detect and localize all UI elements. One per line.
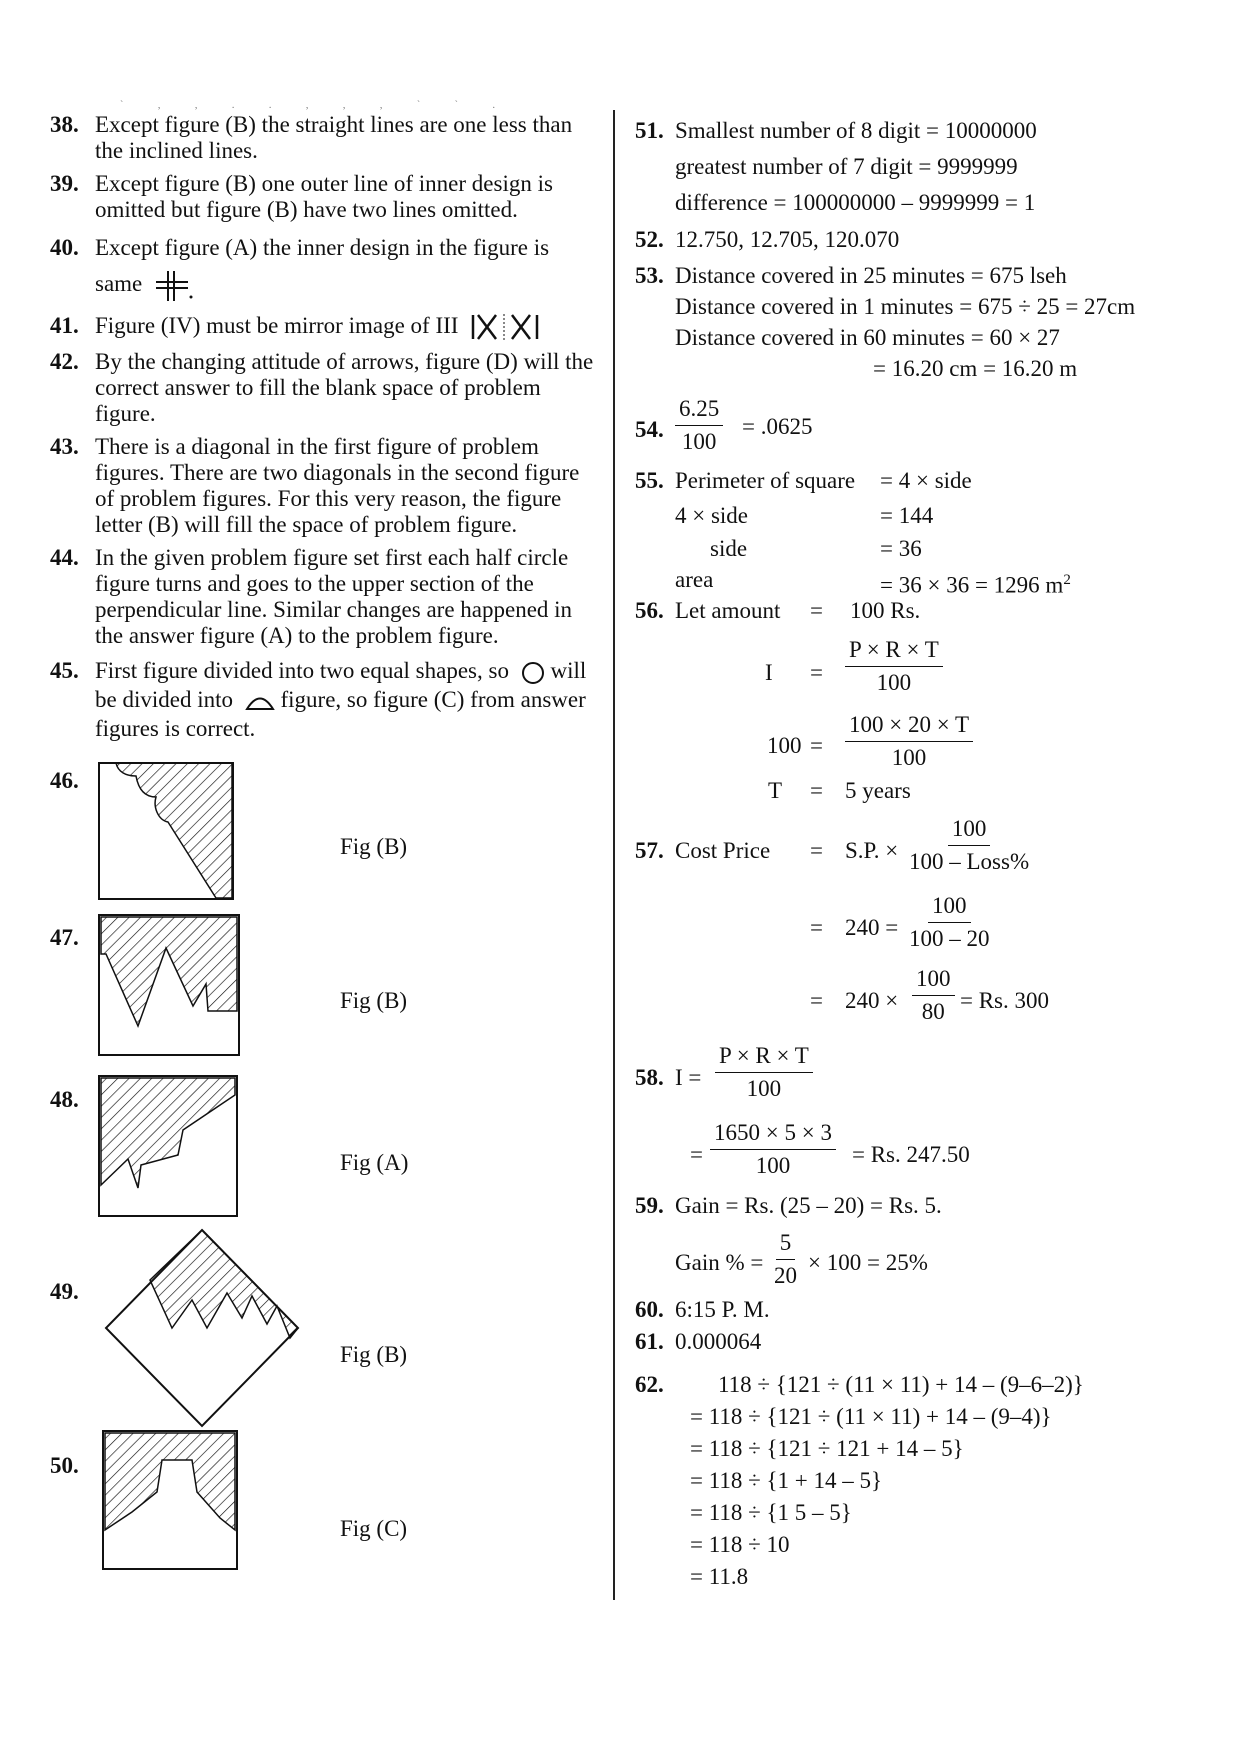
answer-55-label: side bbox=[710, 536, 748, 561]
answer-44 bbox=[50, 545, 595, 649]
item-text-part: Except figure (A) the inner design in the figure is same bbox=[95, 235, 550, 296]
answer-58-fraction bbox=[715, 1043, 813, 1102]
answer-58-fraction bbox=[710, 1120, 836, 1179]
item-number: 61. bbox=[635, 1329, 664, 1354]
answer-48 bbox=[50, 1087, 100, 1113]
answer-55-value: = 4 × side bbox=[880, 468, 972, 493]
numerator: P × R × T bbox=[845, 637, 943, 667]
answer-56-label: 100 bbox=[767, 733, 802, 758]
answer-62-line: = 118 ÷ {1 + 14 – 5} bbox=[690, 1468, 883, 1493]
answer-57-result: = Rs. 300 bbox=[960, 988, 1050, 1013]
item-text: Except figure (B) the straight lines are one less than the inclined lines. bbox=[95, 112, 573, 163]
item-number: 53. bbox=[635, 263, 664, 288]
answer-57-label: 240 × bbox=[845, 988, 899, 1013]
numerator: 100 bbox=[948, 816, 991, 846]
item-number: 59. bbox=[635, 1193, 664, 1218]
answer-54-fraction bbox=[675, 396, 723, 455]
answer-56-value: 100 Rs. bbox=[850, 598, 921, 623]
answer-46 bbox=[50, 768, 100, 794]
item-number: 45. bbox=[50, 658, 79, 684]
item-number: 48. bbox=[50, 1087, 79, 1112]
answer-61: 0.000064 bbox=[675, 1329, 762, 1354]
answer-56-label: T bbox=[768, 778, 783, 803]
item-number: 40. bbox=[50, 235, 79, 260]
item-number: 47. bbox=[50, 925, 79, 950]
answer-53-line: Distance covered in 60 minutes = 60 × 27 bbox=[675, 325, 1060, 350]
figure-label: Fig (C) bbox=[340, 1516, 408, 1541]
equals-sign: = bbox=[810, 660, 823, 685]
figure-49 bbox=[102, 1228, 302, 1430]
answer-60: 6:15 P. M. bbox=[675, 1297, 770, 1322]
item-number: 55. bbox=[635, 468, 664, 493]
item-number: 57. bbox=[635, 838, 664, 863]
numerator: 100 bbox=[928, 893, 971, 923]
answer-57-label: Cost Price bbox=[675, 838, 771, 863]
equals-sign: = bbox=[810, 733, 823, 758]
answer-62-line: 118 ÷ {121 ÷ (11 × 11) + 14 – (9–6–2)} bbox=[718, 1372, 1084, 1397]
answer-55-value: = 36 bbox=[880, 536, 922, 561]
item-text-part: First figure divided into two equal shapes, so bbox=[95, 658, 509, 684]
answer-56-fraction bbox=[845, 637, 943, 696]
answer-51-line: greatest number of 7 digit = 9999999 bbox=[675, 154, 1018, 179]
answer-58-result: = Rs. 247.50 bbox=[852, 1142, 970, 1167]
denominator: 20 bbox=[774, 1263, 797, 1288]
answer-55-label: 4 × side bbox=[675, 503, 749, 528]
answer-57-fraction bbox=[905, 893, 994, 952]
item-number: 54. bbox=[635, 417, 664, 442]
figure-label: Fig (A) bbox=[340, 1150, 409, 1175]
equals-sign: = bbox=[810, 598, 823, 623]
area-value: = 36 × 36 = 1296 m bbox=[880, 572, 1064, 598]
denominator: 100 – Loss% bbox=[909, 849, 1030, 874]
numerator: 6.25 bbox=[675, 396, 723, 426]
answer-53-line: Distance covered in 1 minutes = 675 ÷ 25 = 27cm bbox=[675, 294, 1136, 319]
answer-56-label: I bbox=[765, 660, 773, 685]
answer-59-label: Gain % = bbox=[675, 1250, 764, 1275]
item-number: 49. bbox=[50, 1279, 79, 1304]
answer-62-line: = 118 ÷ 10 bbox=[690, 1532, 790, 1557]
mirror-figure-icon bbox=[470, 312, 544, 342]
denominator: 100 bbox=[755, 1153, 791, 1178]
answer-57-label: S.P. × bbox=[845, 838, 899, 863]
denominator: 80 bbox=[921, 999, 945, 1024]
item-text-part: Figure (IV) must be mirror image of III bbox=[95, 312, 459, 338]
item-number: 58. bbox=[635, 1065, 664, 1090]
denominator: 100 bbox=[876, 670, 912, 695]
item-number: 52. bbox=[635, 227, 664, 252]
item-number: 44. bbox=[50, 545, 79, 571]
answer-41 bbox=[50, 310, 595, 343]
superscript: 2 bbox=[1063, 572, 1071, 588]
left-column bbox=[50, 112, 595, 750]
numerator: 5 bbox=[776, 1230, 796, 1260]
item-number: 43. bbox=[50, 434, 79, 460]
item-text: By the changing attitude of arrows, figure (D) will the correct answer to fill the blank space of problem figure. bbox=[95, 349, 594, 427]
denominator: 100 bbox=[891, 745, 927, 770]
answer-56-label: Let amount bbox=[675, 598, 781, 623]
answer-38 bbox=[50, 112, 595, 164]
item-text: Except figure (B) one outer line of inner design is omitted but figure (B) have two lines omitted. bbox=[95, 171, 553, 222]
column-divider bbox=[613, 110, 615, 1600]
figure-label: Fig (B) bbox=[340, 834, 408, 859]
numerator: 1650 × 5 × 3 bbox=[710, 1120, 836, 1150]
answer-59-fraction bbox=[770, 1230, 801, 1289]
equals-sign: = bbox=[810, 988, 823, 1013]
item-text bbox=[95, 310, 595, 343]
answer-45 bbox=[50, 656, 595, 743]
answer-55-value bbox=[880, 567, 1071, 599]
answer-55-label: area bbox=[675, 567, 714, 592]
denominator: 100 bbox=[681, 429, 717, 454]
answer-62-line: = 11.8 bbox=[690, 1564, 749, 1589]
answer-62-line: = 118 ÷ {121 ÷ (11 × 11) + 14 – (9–4)} bbox=[690, 1404, 1052, 1429]
answer-59-line: Gain = Rs. (25 – 20) = Rs. 5. bbox=[675, 1193, 942, 1218]
answer-62-line: = 118 ÷ {121 ÷ 121 + 14 – 5} bbox=[690, 1436, 964, 1461]
item-number: 60. bbox=[635, 1297, 664, 1322]
answer-47 bbox=[50, 925, 100, 951]
answer-43 bbox=[50, 434, 595, 538]
item-number: 46. bbox=[50, 768, 79, 793]
header-noise: ` , , . . , , , ` ` . bbox=[120, 100, 511, 111]
answer-40 bbox=[50, 230, 595, 303]
item-number: 39. bbox=[50, 171, 79, 196]
figure-50 bbox=[102, 1430, 238, 1570]
answer-58-label: I = bbox=[675, 1065, 702, 1090]
answer-55-value: = 144 bbox=[880, 503, 934, 528]
item-number: 56. bbox=[635, 598, 664, 623]
answer-49 bbox=[50, 1279, 100, 1305]
answer-39 bbox=[50, 171, 595, 223]
answer-57-label: 240 = bbox=[845, 915, 899, 940]
figure-label: Fig (B) bbox=[340, 1342, 408, 1367]
item-number: 42. bbox=[50, 349, 79, 375]
answer-55-label: Perimeter of square bbox=[675, 468, 856, 493]
item-number: 51. bbox=[635, 118, 664, 143]
half-circle-icon bbox=[245, 692, 275, 712]
answer-53-line: = 16.20 cm = 16.20 m bbox=[873, 356, 1078, 381]
item-text-part: will be divided into bbox=[95, 658, 587, 713]
equals-sign: = bbox=[810, 915, 823, 940]
answer-56-value: 5 years bbox=[845, 778, 911, 803]
answer-57-fraction bbox=[912, 966, 955, 1025]
circle-icon bbox=[521, 661, 545, 685]
denominator: 100 – 20 bbox=[909, 926, 990, 951]
hash-design-icon bbox=[154, 269, 194, 303]
answer-50 bbox=[50, 1453, 100, 1479]
item-text: There is a diagonal in the first figure of problem figures. There are two diagonals in the second figure of problem figures. For this very reason, the figure letter (B) will fill the space of problem figure. bbox=[95, 434, 580, 538]
item-text: In the given problem figure set first each half circle figure turns and goes to the upper section of the perpendicular line. Similar changes are happened in the answer figure (A) to the problem figure. bbox=[95, 545, 573, 649]
item-number: 50. bbox=[50, 1453, 79, 1478]
figure-48 bbox=[98, 1075, 238, 1217]
denominator: 100 bbox=[746, 1076, 782, 1101]
answer-57-fraction bbox=[905, 816, 1033, 875]
numerator: 100 bbox=[912, 966, 955, 996]
answer-62-line: = 118 ÷ {1 5 – 5} bbox=[690, 1500, 852, 1525]
item-number: 41. bbox=[50, 312, 79, 338]
answer-42 bbox=[50, 349, 595, 427]
answer-51-line: difference = 100000000 – 9999999 = 1 bbox=[675, 190, 1036, 215]
answer-51-line: Smallest number of 8 digit = 10000000 bbox=[675, 118, 1037, 143]
item-number: 38. bbox=[50, 112, 79, 137]
answer-54-result: = .0625 bbox=[742, 414, 813, 439]
item-text bbox=[95, 656, 595, 743]
item-number: 62. bbox=[635, 1372, 664, 1397]
equals-sign: = bbox=[690, 1142, 703, 1167]
equals-sign: = bbox=[810, 838, 823, 863]
answer-59-result: × 100 = 25% bbox=[808, 1250, 928, 1275]
figure-46 bbox=[98, 762, 234, 900]
figure-label: Fig (B) bbox=[340, 988, 408, 1013]
answer-56-fraction bbox=[845, 712, 973, 771]
numerator: 100 × 20 × T bbox=[845, 712, 973, 742]
answer-53-line: Distance covered in 25 minutes = 675 lseh bbox=[675, 263, 1067, 288]
equals-sign: = bbox=[810, 778, 823, 803]
figure-47 bbox=[98, 914, 240, 1056]
numerator: P × R × T bbox=[715, 1043, 813, 1073]
item-text bbox=[95, 230, 595, 303]
answer-52: 12.750, 12.705, 120.070 bbox=[675, 227, 900, 252]
item-text-part: figure, so figure (C) from answer figures is correct. bbox=[95, 687, 586, 742]
